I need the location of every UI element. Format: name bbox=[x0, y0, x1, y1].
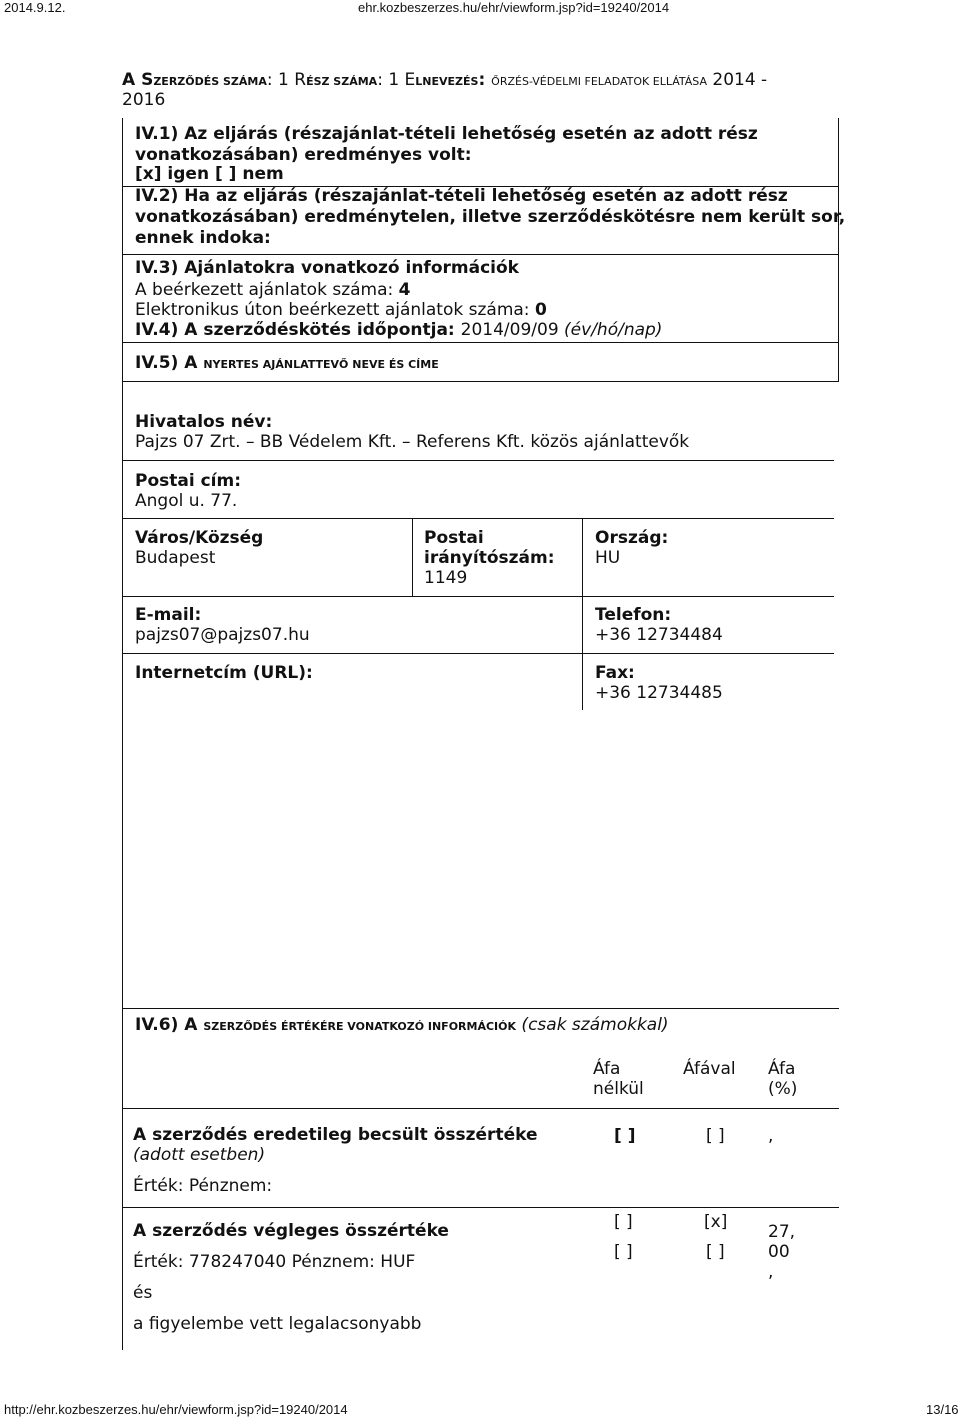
divider-city bbox=[122, 596, 834, 597]
row1-label: A szerződés eredetileg becsült összértéke bbox=[133, 1125, 538, 1145]
col-header-vat-1: Áfa bbox=[768, 1059, 796, 1079]
row1-value: Érték: Pénznem: bbox=[133, 1176, 273, 1196]
col-header-net-1: Áfa bbox=[593, 1059, 621, 1079]
s1-result: [x] igen [ ] nem bbox=[135, 164, 284, 184]
winner-zip-label-2: irányítószám: bbox=[424, 548, 555, 568]
divider-name bbox=[122, 460, 834, 461]
document-title-year: 2016 bbox=[122, 90, 166, 110]
col-divider-1 bbox=[412, 518, 413, 596]
col-header-gross: Áfával bbox=[683, 1059, 736, 1079]
winner-fax-value: +36 12734485 bbox=[595, 683, 723, 703]
s2-line3: ennek indoka: bbox=[135, 228, 271, 248]
divider-address bbox=[122, 518, 834, 519]
print-url-footer: http://ehr.kozbeszerzes.hu/ehr/viewform.jsp?id=19240/2014 bbox=[4, 1402, 348, 1417]
winner-zip-value: 1149 bbox=[424, 568, 468, 588]
winner-url-label: Internetcím (URL): bbox=[135, 663, 313, 683]
winner-zip-label-1: Postai bbox=[424, 528, 484, 548]
divider-s2 bbox=[122, 254, 839, 255]
divider-row1 bbox=[122, 1207, 839, 1208]
row1-gross: [ ] bbox=[706, 1126, 725, 1146]
winner-email-label: E-mail: bbox=[135, 605, 202, 625]
row1-net: [ ] bbox=[614, 1126, 636, 1146]
row2-lowest: a figyelembe vett legalacsonyabb bbox=[133, 1314, 422, 1334]
row2-vat-1: 27, bbox=[768, 1222, 796, 1242]
page-number: 13/16 bbox=[926, 1402, 959, 1417]
col-header-vat-2: (%) bbox=[768, 1079, 798, 1099]
s3-heading: IV.3) Ajánlatokra vonatkozó információk bbox=[135, 258, 519, 278]
winner-city-value: Budapest bbox=[135, 548, 216, 568]
print-date: 2014.9.12. bbox=[4, 0, 66, 15]
winner-name-label: Hivatalos név: bbox=[135, 412, 273, 432]
divider-s4 bbox=[122, 342, 839, 343]
winner-address-label: Postai cím: bbox=[135, 471, 242, 491]
winner-phone-label: Telefon: bbox=[595, 605, 672, 625]
winner-country-label: Ország: bbox=[595, 528, 669, 548]
document-title: A SZERZŐDÉS SZÁMA: 1 RÉSZ SZÁMA: 1 ELNEVEZÉS: ŐRZÉS-VÉDELMI FELADATOK ELLÁTÁSA 2014 - bbox=[122, 70, 768, 90]
s2-line1: IV.2) Ha az eljárás (részajánlat-tételi lehetőség esetén az adott rész bbox=[135, 186, 788, 206]
row1-vat: , bbox=[768, 1126, 774, 1146]
divider-s6 bbox=[122, 1008, 839, 1009]
s1-line1: IV.1) Az eljárás (részajánlat-tételi lehetőség esetén az adott rész bbox=[135, 124, 758, 144]
divider-email bbox=[122, 653, 834, 654]
s1-line2: vonatkozásában) eredményes volt: bbox=[135, 145, 472, 165]
row2-gross-1: [x] bbox=[704, 1212, 728, 1232]
col-header-net-2: nélkül bbox=[593, 1079, 644, 1099]
winner-address-value: Angol u. 77. bbox=[135, 491, 238, 511]
row1-note: (adott esetben) bbox=[133, 1145, 266, 1165]
winner-city-label: Város/Község bbox=[135, 528, 264, 548]
winner-fax-label: Fax: bbox=[595, 663, 635, 683]
col-divider-2 bbox=[582, 518, 583, 710]
s4-contract-date: IV.4) A szerződéskötés időpontja: 2014/09/09 (év/hó/nap) bbox=[135, 320, 663, 340]
winner-email-value: pajzs07@pajzs07.hu bbox=[135, 625, 310, 645]
row2-gross-2: [ ] bbox=[706, 1242, 725, 1262]
winner-country-value: HU bbox=[595, 548, 621, 568]
row2-vat-3: , bbox=[768, 1262, 774, 1282]
s5-heading: IV.5) A NYERTES AJÁNLATTEVŐ NEVE ÉS CÍME bbox=[135, 353, 439, 373]
s2-line2: vonatkozásában) eredménytelen, illetve szerződéskötésre nem került sor, bbox=[135, 207, 846, 227]
s3-electronic: Elektronikus úton beérkezett ajánlatok száma: 0 bbox=[135, 300, 547, 320]
print-url-header: ehr.kozbeszerzes.hu/ehr/viewform.jsp?id=19240/2014 bbox=[358, 0, 670, 15]
row2-net-1: [ ] bbox=[614, 1212, 633, 1232]
winner-name-value: Pajzs 07 Zrt. – BB Védelem Kft. – Referens Kft. közös ajánlattevők bbox=[135, 432, 690, 452]
divider-s5 bbox=[122, 381, 839, 382]
row2-net-2: [ ] bbox=[614, 1242, 633, 1262]
row2-value: Érték: 778247040 Pénznem: HUF bbox=[133, 1252, 416, 1272]
s6-heading: IV.6) A SZERZŐDÉS ÉRTÉKÉRE VONATKOZÓ INFORMÁCIÓK (csak számokkal) bbox=[135, 1015, 669, 1035]
divider-col-headers bbox=[122, 1108, 839, 1109]
row2-and: és bbox=[133, 1283, 153, 1303]
row2-vat-2: 00 bbox=[768, 1242, 790, 1262]
frame-left-border bbox=[122, 118, 123, 1350]
s3-received: A beérkezett ajánlatok száma: 4 bbox=[135, 280, 411, 300]
row2-label: A szerződés végleges összértéke bbox=[133, 1221, 449, 1241]
winner-phone-value: +36 12734484 bbox=[595, 625, 723, 645]
